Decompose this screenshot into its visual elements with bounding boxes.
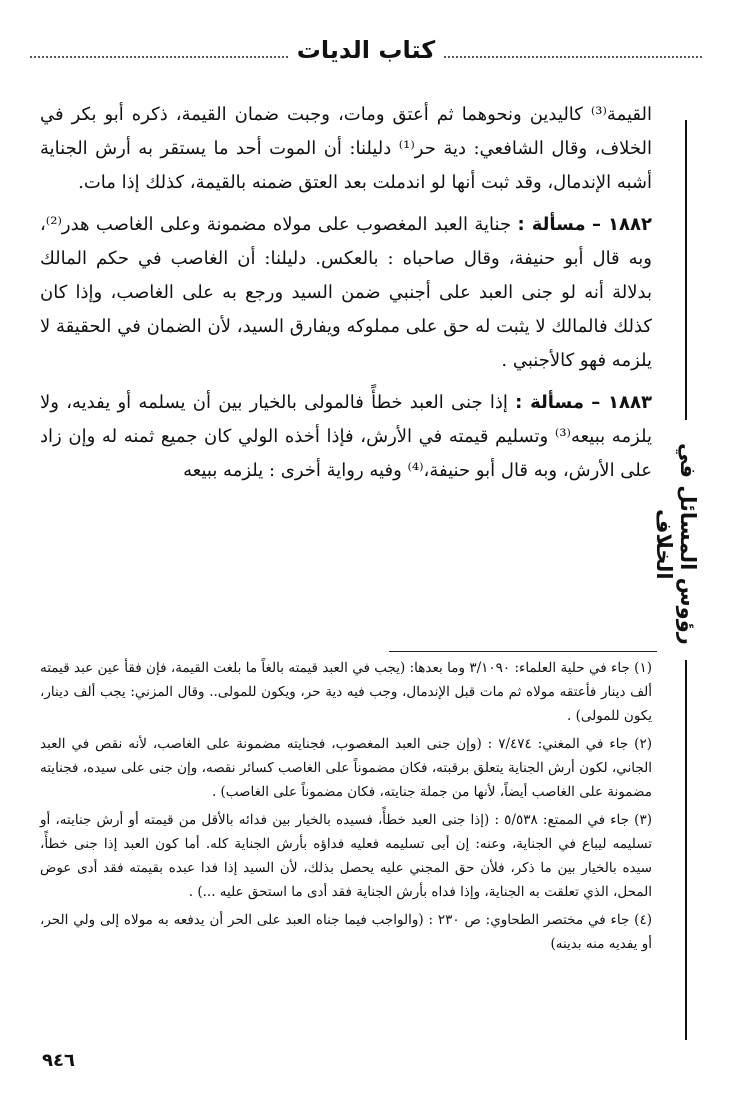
footnote: (٣) جاء في الممتع: ٥/٥٣٨ : (إذا جنى العبد خطأً، فسيده بالخيار بين فدائه بالأقل من قيمته أو أرش جنايته، أو تسليمه ليباع في الجناية، وعنه: إن أبى تسليمه فعليه فداؤه بأرش الجناية كله. أما كون العبد إذا جنى خطأً، سيده بالخيار بين ما ذكر، فلأن حق المجني عليه يحصل بذلك، لأن السيد إذا فدا عبده بقيمته فقد أدى عوض المحل، الذي تعلقت به الجناية، وإذا فداه بأرش الجناية فقد أدى ما استحق عليه ...) . bbox=[40, 812, 652, 900]
chapter-title: كتاب الديات bbox=[296, 36, 436, 64]
paragraph-issue-1883 bbox=[40, 386, 652, 488]
issue-number: ١٨٨٢ – bbox=[592, 214, 652, 235]
footnote: (٤) جاء في مختصر الطحاوي: ص ٢٣٠ : (والواجب فيما جناه العبد على الحر أن يدفعه به مولاه إلى ولي الحر، أو يفديه منه بدينه) bbox=[40, 912, 652, 952]
issue-label: مسألة : bbox=[515, 392, 584, 413]
issue-number: ١٨٨٣ – bbox=[591, 392, 652, 413]
footnotes bbox=[40, 656, 652, 960]
paragraph-text: القيمة⁽³⁾ كاليدين ونحوهما ثم أعتق ومات، وجبت ضمان القيمة، ذكره أبو بكر في الخلاف، وقال الشافعي: دية حر⁽¹⁾ دليلنا: أن الموت أحد ما يستقر به أرش الجناية أشبه الإندمال، وقد ثبت أنها لو اندملت بعد العتق ضمنه بالقيمة، كذلك إذا مات. bbox=[40, 104, 652, 193]
footnote-rule bbox=[389, 651, 657, 652]
side-rule-top bbox=[685, 120, 687, 420]
paragraph-text: جناية العبد المغصوب على مولاه مضمونة وعلى الغاصب هدر⁽²⁾، وبه قال أبو حنيفة، وقال صاحباه : بالعكس. دليلنا: أن الغاصب في حكم المالك بدلالة أنه لو جنى العبد على أجنبي ضمن السيد ورجع به على الغاصب، وإذا كان كذلك فالمالك لا يثبت له حق على مملوكه ويفارق السيد، لأن الضمان في الحقيقة لا يلزمه فهو كالأجنبي . bbox=[40, 214, 652, 371]
footnote: (١) جاء في حلية العلماء: ٣/١٠٩٠ وما بعدها: (يجب في العبد قيمته بالغاً ما بلغت القيمة، فإن فقأ عين عبد قيمته ألف دينار فأعتقه مولاه ثم مات قبل الإندمال، وجب فيه دية حر، ويكون للمولى.. وقال المزني: يجب ألف دينار، يكون للمولى) . bbox=[40, 660, 652, 724]
page-number: ٩٤٦ bbox=[42, 1050, 75, 1071]
paragraph-issue-1882 bbox=[40, 208, 652, 378]
side-rule-bottom bbox=[685, 660, 687, 1040]
main-text bbox=[40, 98, 652, 496]
header-rule-left bbox=[30, 56, 288, 58]
paragraph bbox=[40, 98, 652, 200]
paragraph-text: إذا جنى العبد خطأً فالمولى بالخيار بين أن يسلمه أو يفديه، ولا يلزمه ببيعه⁽³⁾ وتسليم قيمته في الأرش، فإذا أخذه الولي كان جميع ثمنه له وإن زاد على الأرش، وبه قال أبو حنيفة،⁽⁴⁾ وفيه رواية أخرى : يلزمه ببيعه bbox=[40, 392, 652, 481]
side-running-title bbox=[652, 434, 700, 654]
book-title-vertical: رؤوس المسائل في الخلاف bbox=[652, 443, 700, 645]
running-header bbox=[30, 34, 702, 74]
footnote: (٢) جاء في المغني: ٧/٤٧٤ : (وإن جنى العبد المغصوب، فجنايته مضمونة على الغاصب، لأنه نقص في العبد الجاني، لكون أرش الجناية يتعلق برقبته، فكان مضموناً على الغاصب كسائر نقصه، وإن جنى على سيده، فجنايته مضمونة على الغاصب أيضاً، لأنها من جملة جنايته، فكان مضموناً على الغاصب) . bbox=[40, 736, 652, 800]
issue-label: مسألة : bbox=[517, 214, 586, 235]
